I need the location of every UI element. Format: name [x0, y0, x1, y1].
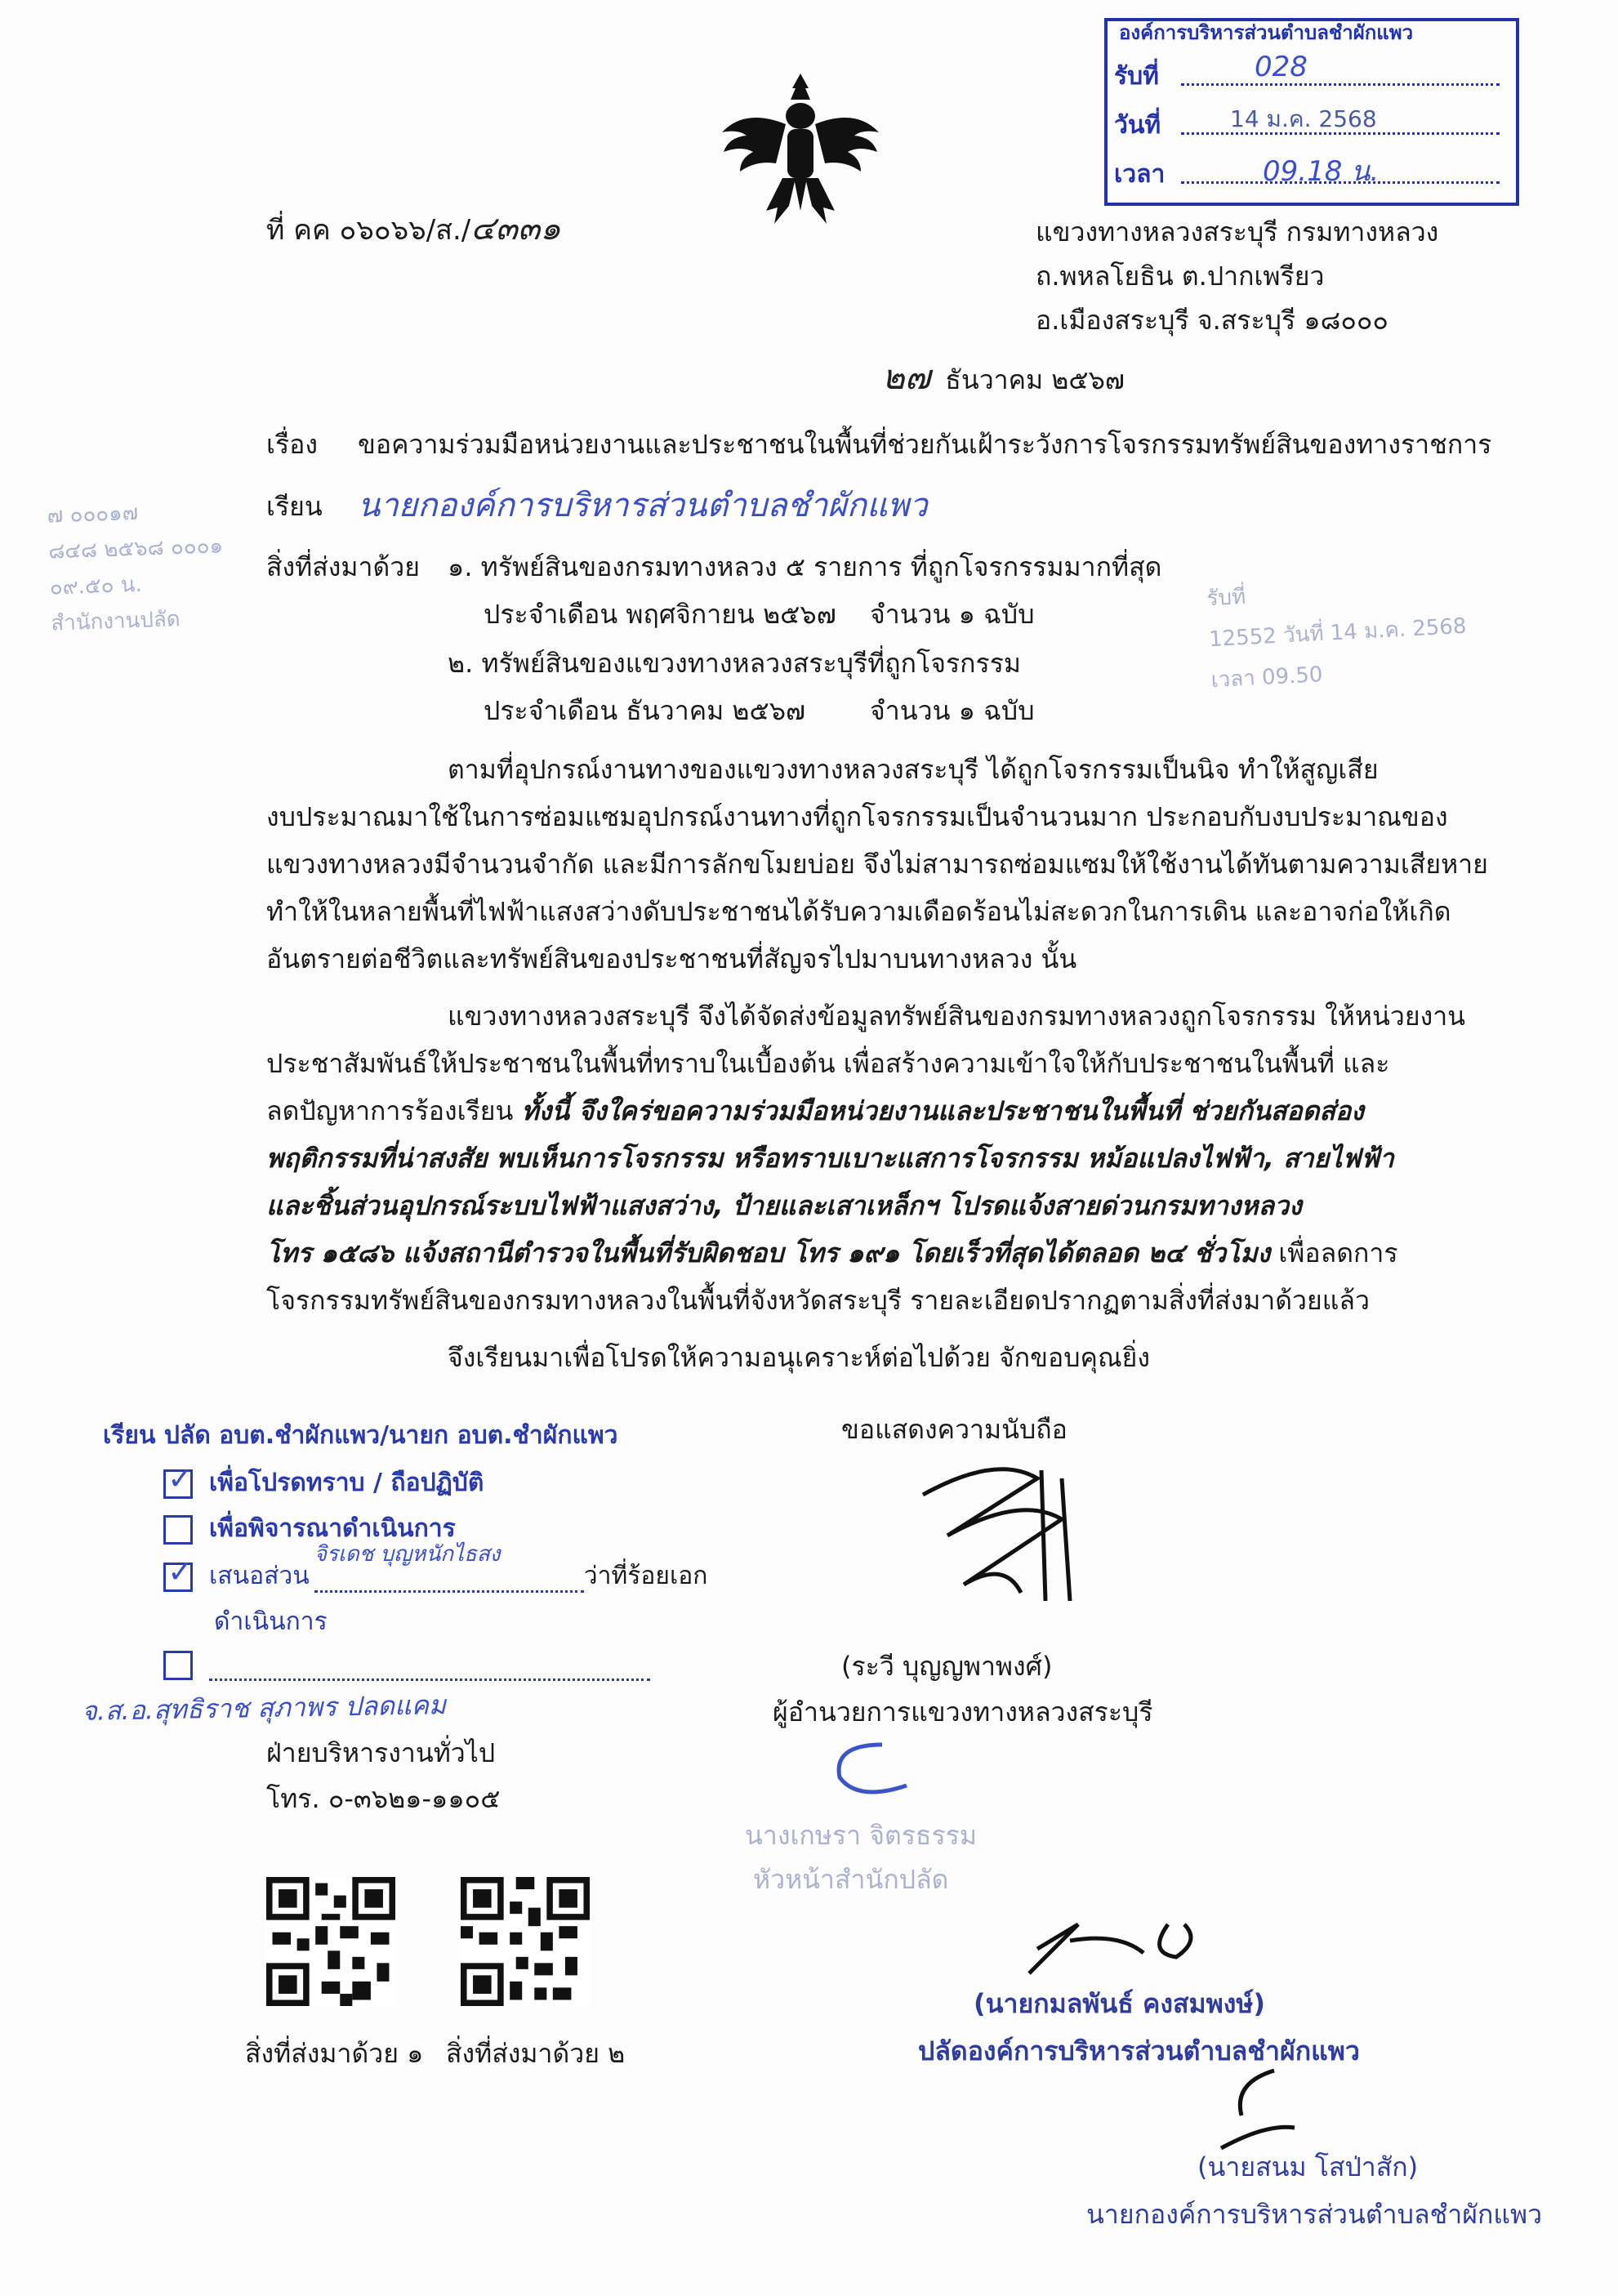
signature-nayok-icon	[1217, 2066, 1299, 2156]
faint-left-stamp-line: สำนักงานปลัด	[50, 607, 181, 636]
routing-option-3-label: เสนอส่วน	[209, 1562, 310, 1590]
subject-label: เรื่อง	[266, 429, 318, 460]
routing-title: เรียน ปลัด อบต.ชำผักแพว/นายก อบต.ชำผักแพว	[103, 1421, 618, 1450]
sender-line-2: ถ.พหลโยธิน ต.ปากเพรียว	[1036, 261, 1325, 292]
subject-text: ขอความร่วมมือหน่วยงานและประชาชนในพื้นที่ช่วยกันเฝ้าระวังการโจรกรรมทรัพย์สินของทางราชการ	[358, 429, 1492, 460]
enclosure-1-line1: ๑. ทรัพย์สินของกรมทางหลวง ๕ รายการ ที่ถูกโจรกรรมมากที่สุด	[448, 551, 1162, 582]
routing-option-4: ดำเนินการ	[214, 1607, 328, 1636]
faint-left-stamp	[47, 492, 226, 641]
stamp-date-value: 14 ม.ค. 2568	[1230, 105, 1377, 132]
body-p1-line1: ตามที่อุปกรณ์งานทางของแขวงทางหลวงสระบุรี ได้ถูกโจรกรรมเป็นนิจ ทำให้สูญเสีย	[448, 754, 1379, 785]
palad-title: ปลัดองค์การบริหารส่วนตำบลชำผักแพว	[918, 2035, 1360, 2066]
contact-unit: ฝ่ายบริหารงานทั่วไป	[266, 1737, 496, 1768]
section-head-title: หัวหน้าสำนักปลัด	[753, 1864, 949, 1895]
routing-hand-signoff: จ.ส.อ.สุทธิราช สุภาพร ปลดแคม	[81, 1689, 447, 1727]
body-p2-line3	[266, 1093, 1364, 1129]
garuda-emblem-icon	[719, 67, 882, 230]
contact-phone: โทร. ๐-๓๖๒๑-๑๑๐๕	[266, 1783, 501, 1814]
body-p1-line3: แขวงทางหลวงมีจำนวนจำกัด และมีการลักขโมยบ่อย จึงไม่สามารถซ่อมแซมให้ใช้งานได้ทันตามความเสียหาย	[266, 849, 1488, 880]
qr-label-1: สิ่งที่ส่งมาด้วย ๑	[245, 2038, 424, 2069]
body-p2-line3-bold: ทั้งนี้ จึงใคร่ขอความร่วมมือหน่วยงานและประชาชนในพื้นที่ ช่วยกันสอดส่อง	[521, 1095, 1364, 1126]
stamp-number-value: 028	[1255, 51, 1308, 83]
body-p2-line6-plain: เพื่อลดการ	[1270, 1237, 1398, 1268]
reference-prefix: ที่ คค ๐๖๐๖๖/ส./	[266, 214, 471, 247]
routing-option-3-suffix: ว่าที่ร้อยเอก	[583, 1562, 708, 1590]
body-p2-line1: แขวงทางหลวงสระบุรี จึงได้จัดส่งข้อมูลทรัพย์สินของกรมทางหลวงถูกโจรกรรม ให้หน่วยงาน	[448, 1001, 1466, 1032]
signatory-name: (ระวี บุญญพาพงศ์)	[841, 1651, 1053, 1682]
routing-option-5	[163, 1650, 650, 1681]
nayok-title: นายกองค์การบริหารส่วนตำบลชำผักแพว	[1086, 2199, 1543, 2230]
checkbox-checked[interactable]: ✓	[163, 1563, 193, 1592]
faint-right-stamp-line: เวลา 09.50	[1210, 662, 1324, 693]
checkbox[interactable]	[163, 1651, 193, 1680]
signature-director-icon	[898, 1446, 1086, 1609]
faint-right-stamp-line: รับที่	[1206, 584, 1246, 612]
body-p2-line2: ประชาสัมพันธ์ให้ประชาชนในพื้นที่ทราบในเบื้องต้น เพื่อสร้างความเข้าใจให้กับประชาชนในพื้นที่ และ	[266, 1048, 1390, 1079]
letter-date	[882, 359, 1125, 398]
enclosure-2-line1: ๒. ทรัพย์สินของแขวงทางหลวงสระบุรีที่ถูกโจรกรรม	[448, 648, 1021, 679]
body-p1-line4: ทำให้ในหลายพื้นที่ไฟฟ้าแสงสว่างดับประชาชนได้รับความเดือดร้อนไม่สะดวกในการเดิน และอาจก่อให้เกิด	[266, 896, 1451, 927]
receipt-stamp	[1104, 18, 1519, 206]
palad-name: (นายกมลพันธ์ คงสมพงษ์)	[974, 1988, 1266, 2019]
sender-line-1: แขวงทางหลวงสระบุรี กรมทางหลวง	[1036, 216, 1439, 247]
reference-number	[266, 211, 561, 248]
section-head-name: นางเกษรา จิตรธรรม	[745, 1820, 977, 1851]
nayok-name: (นายสนม โสป่าสัก)	[1197, 2151, 1419, 2182]
reference-handwritten: ๔๓๓๑	[470, 210, 561, 247]
enclosure-2-count: จำนวน ๑ ฉบับ	[870, 695, 1035, 726]
faint-right-stamp-line: 12552 วันที่ 14 ม.ค. 2568	[1208, 613, 1468, 653]
body-p2-line4: พฤติกรรมที่น่าสงสัย พบเห็นการโจรกรรม หรือทราบเบาะแสการโจรกรรม หม้อแปลงไฟฟ้า, สายไฟฟ้า	[266, 1143, 1394, 1174]
routing-option-1-label: เพื่อโปรดทราบ / ถือปฏิบัติ	[209, 1469, 484, 1497]
regards-text: ขอแสดงความนับถือ	[841, 1414, 1068, 1445]
body-p2-line7: โจรกรรมทรัพย์สินของกรมทางหลวงในพื้นที่จังหวัดสระบุรี รายละเอียดปรากฏตามสิ่งที่ส่งมาด้วยแล้ว	[266, 1285, 1370, 1316]
body-p2-line6	[266, 1235, 1398, 1271]
enclosures-label: สิ่งที่ส่งมาด้วย	[266, 551, 420, 582]
faint-left-stamp-line: ๘๔๘ ๒๕๖๘ ๐๐๐๑	[47, 533, 224, 564]
enclosure-1-line2: ประจำเดือน พฤศจิกายน ๒๕๖๗	[484, 599, 836, 630]
stamp-label-date: วันที่	[1114, 111, 1161, 140]
body-p2-line3-plain: ลดปัญหาการร้องเรียน	[266, 1095, 522, 1126]
signatory-title: ผู้อำนวยการแขวงทางหลวงสระบุรี	[773, 1696, 1153, 1728]
routing-option-2-label: เพื่อพิจารณาดำเนินการ	[209, 1514, 456, 1543]
qr-label-2: สิ่งที่ส่งมาด้วย ๒	[446, 2038, 626, 2069]
routing-option-3	[163, 1542, 708, 1595]
stamp-org: องค์การบริหารส่วนตำบลชำผักแพว	[1119, 21, 1414, 44]
body-p2-line5: และชิ้นส่วนอุปกรณ์ระบบไฟฟ้าแสงสว่าง, ป้ายและเสาเหล็กฯ โปรดแจ้งสายด่วนกรมทางหลวง	[266, 1190, 1302, 1221]
routing-hand-name: จิรเดช บุญหนักไธสง	[314, 1542, 501, 1567]
enclosure-1-count: จำนวน ๑ ฉบับ	[870, 599, 1035, 630]
qr-code-icon[interactable]	[266, 1877, 395, 2006]
body-p1-line5: อันตรายต่อชีวิตและทรัพย์สินของประชาชนที่สัญจรไปมาบนทางหลวง นั้น	[266, 943, 1077, 974]
to-label: เรียน	[266, 491, 323, 522]
sender-line-3: อ.เมืองสระบุรี จ.สระบุรี ๑๘๐๐๐	[1036, 305, 1388, 336]
closing-line: จึงเรียนมาเพื่อโปรดให้ความอนุเคราะห์ต่อไปด้วย จักขอบคุณยิ่ง	[448, 1342, 1151, 1373]
faint-right-stamp	[1206, 565, 1469, 701]
stamp-time-value: 09.18 น.	[1263, 155, 1380, 188]
body-p2-line6-bold: โทร ๑๕๘๖ แจ้งสถานีตำรวจในพื้นที่รับผิดชอบ โทร ๑๙๑ โดยเร็วที่สุดได้ตลอด ๒๔ ชั่วโมง	[266, 1237, 1271, 1268]
signature-palad-icon	[1005, 1908, 1217, 1982]
date-day-handwritten: ๒๗	[882, 357, 931, 397]
body-p1-line2: งบประมาณมาใช้ในการซ่อมแซมอุปกรณ์งานทางที่ถูกโจรกรรมเป็นจำนวนมาก ประกอบกับงบประมาณของ	[266, 801, 1448, 832]
faint-left-stamp-line: ๐๙.๕๐ น.	[49, 572, 143, 600]
qr-code-icon[interactable]	[461, 1877, 590, 2006]
faint-left-stamp-line: ๗ ๐๐๐๑๗	[47, 500, 139, 528]
to-handwritten: นายกองค์การบริหารส่วนตำบลชำผักแพว	[358, 487, 928, 524]
checkbox[interactable]	[163, 1515, 193, 1545]
signature-section-head-icon	[825, 1736, 915, 1810]
routing-option-1	[163, 1460, 484, 1502]
checkbox-checked[interactable]: ✓	[163, 1469, 193, 1499]
date-month-year: ธันวาคม ๒๕๖๗	[945, 364, 1125, 395]
stamp-label-time: เวลา	[1114, 160, 1166, 189]
enclosure-2-line2: ประจำเดือน ธันวาคม ๒๕๖๗	[484, 695, 806, 726]
stamp-label-number: รับที่	[1114, 62, 1159, 91]
